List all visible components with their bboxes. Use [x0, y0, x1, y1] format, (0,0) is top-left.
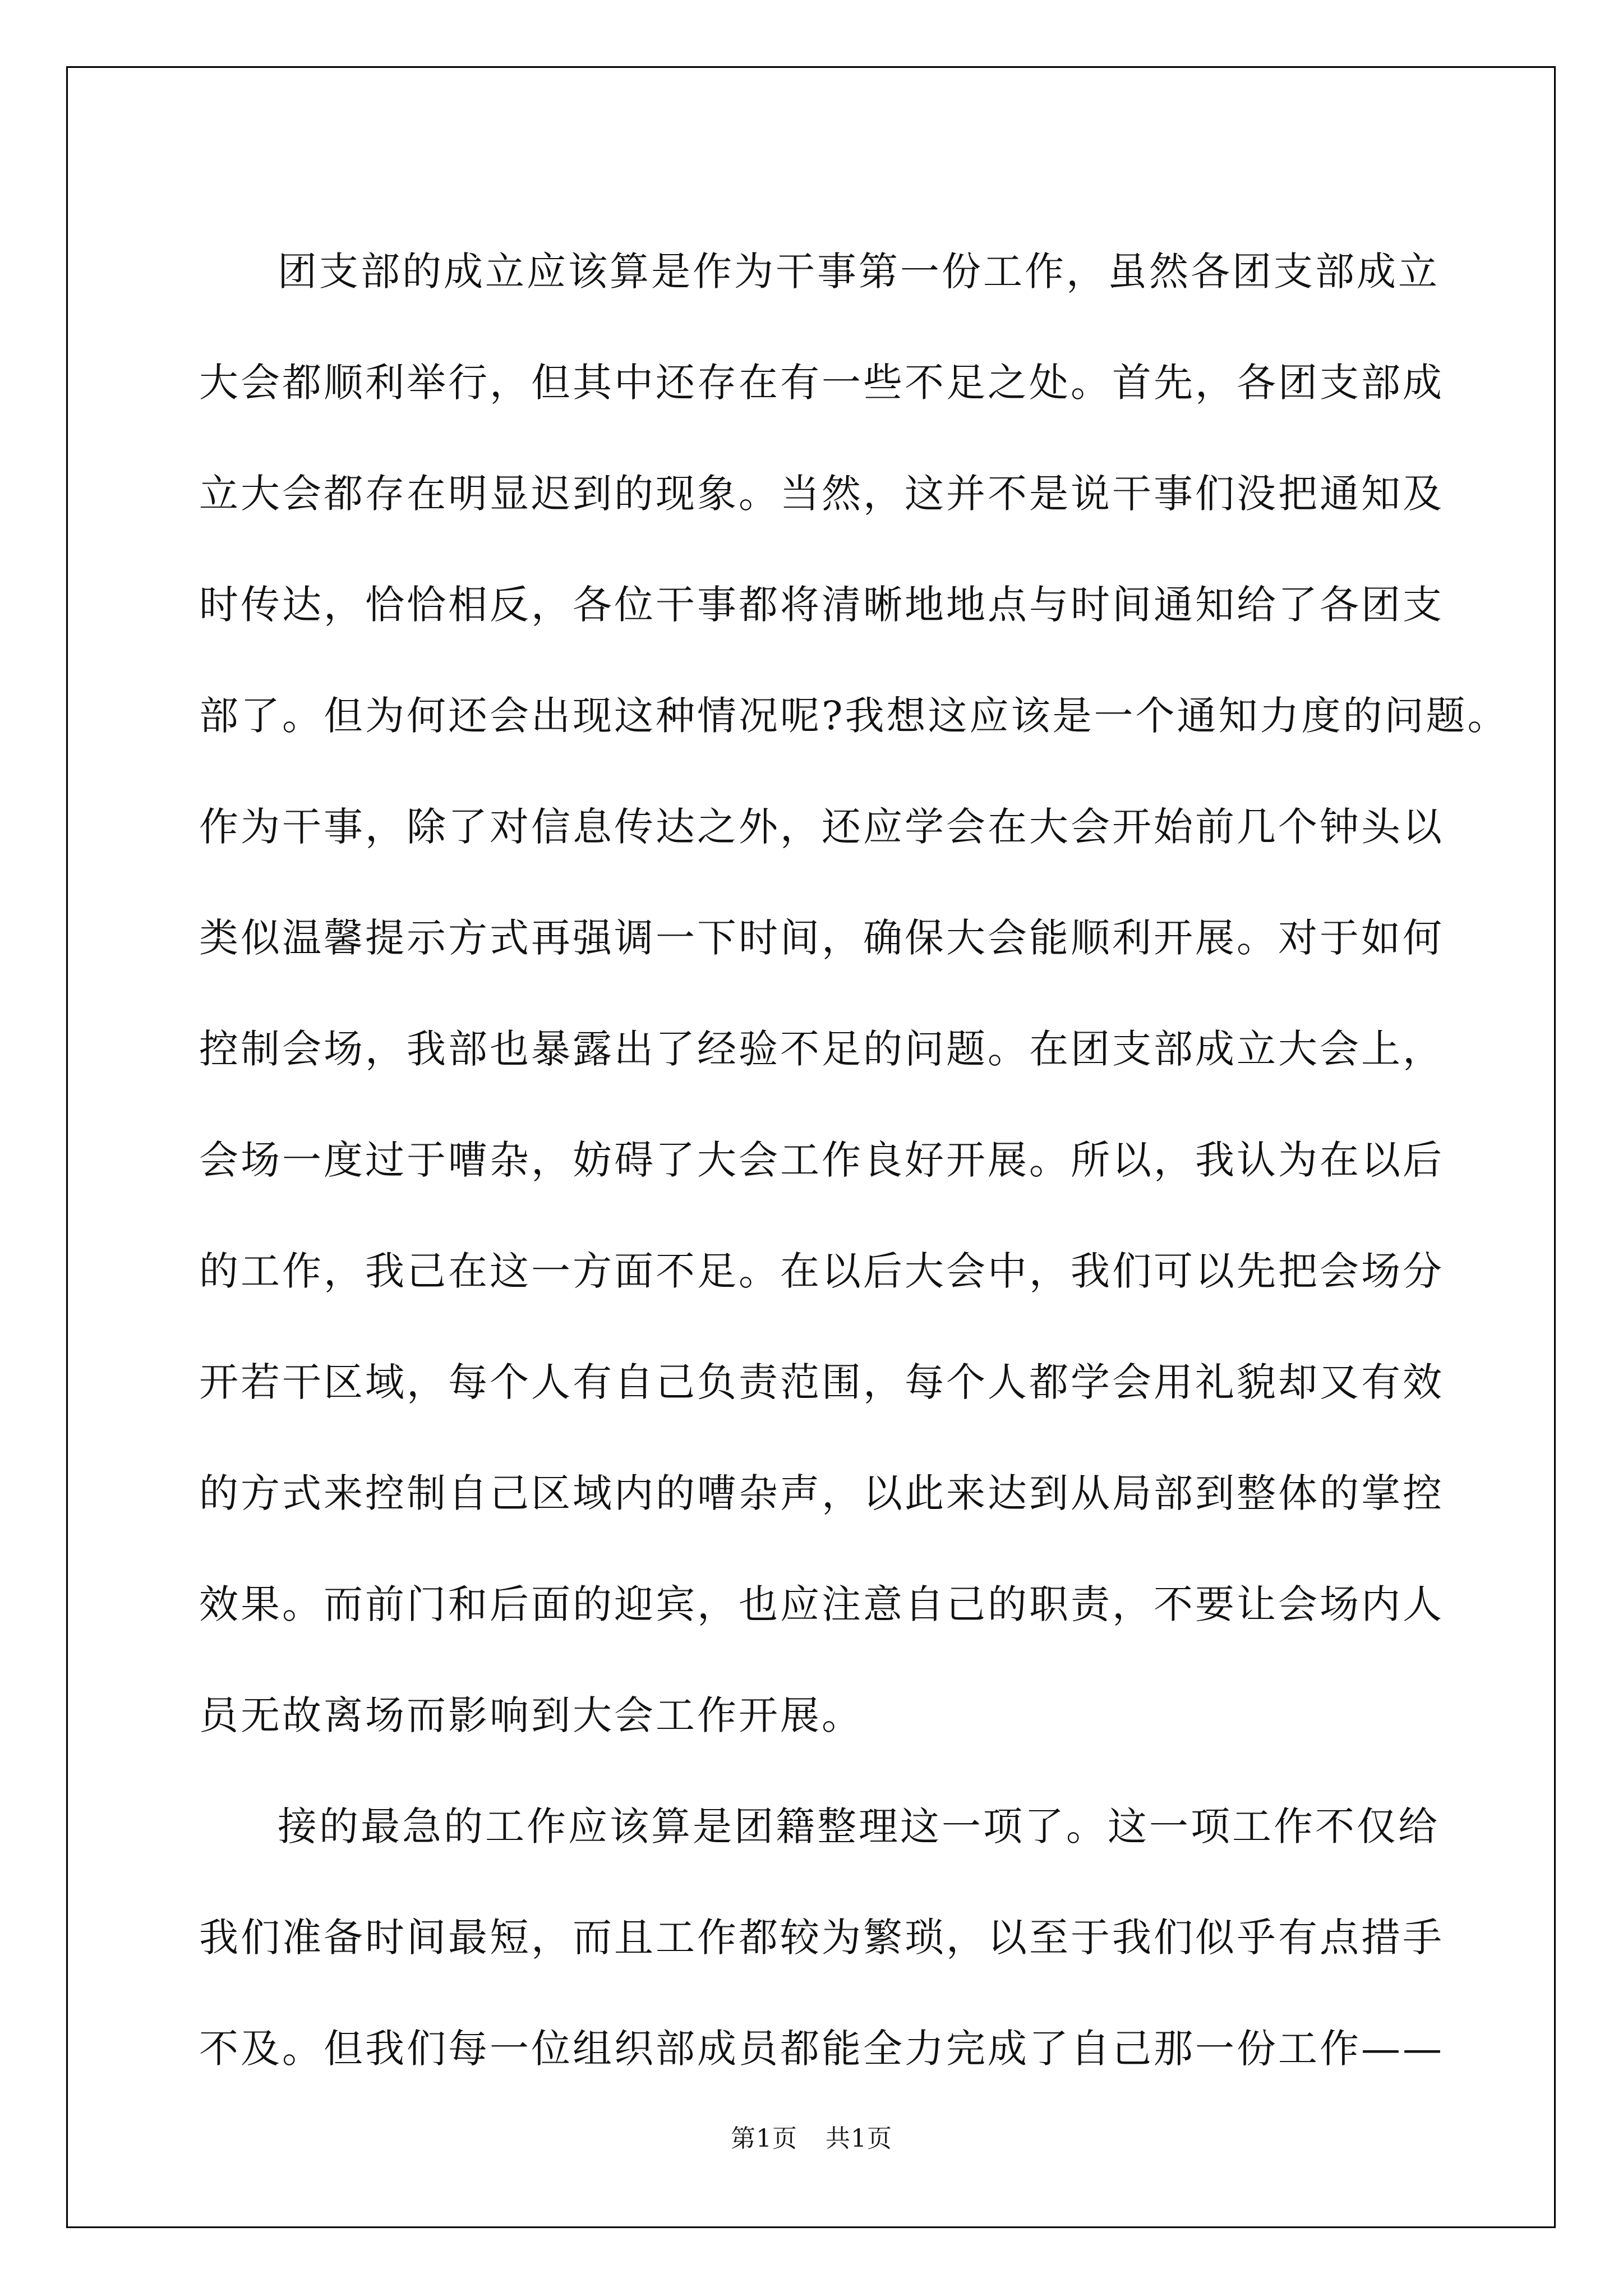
text-line: 团支部的成立应该算是作为干事第一份工作，虽然各团支部成立 — [278, 249, 1440, 295]
text-line: 作为干事，除了对信息传达之外，还应学会在大会开始前几个钟头以 — [199, 804, 1444, 850]
page-number-current: 第1页 — [731, 2124, 797, 2153]
text-line: 类似温馨提示方式再强调一下时间，确保大会能顺利开展。对于如何 — [199, 915, 1444, 961]
text-line: 的方式来控制自己区域内的嘈杂声，以此来达到从局部到整体的掌控 — [199, 1470, 1444, 1516]
text-line: 不及。但我们每一位组织部成员都能全力完成了自己那一份工作—— — [199, 2026, 1444, 2072]
text-line: 控制会场，我部也暴露出了经验不足的问题。在团支部成立大会上， — [199, 1026, 1444, 1072]
text-line: 大会都顺利举行，但其中还存在有一些不足之处。首先，各团支部成 — [199, 360, 1444, 406]
page-footer — [0, 2118, 1623, 2154]
text-line: 开若干区域，每个人有自己负责范围，每个人都学会用礼貌却又有效 — [199, 1359, 1444, 1405]
text-line: 会场一度过于嘈杂，妨碍了大会工作良好开展。所以，我认为在以后 — [199, 1137, 1444, 1183]
document-body — [199, 216, 1509, 2104]
text-line: 接的最急的工作应该算是团籍整理这一项了。这一项工作不仅给 — [278, 1803, 1440, 1849]
text-line: 时传达，恰恰相反，各位干事都将清晰地地点与时间通知给了各团支 — [199, 582, 1444, 628]
text-line: 我们准备时间最短，而且工作都较为繁琐，以至于我们似乎有点措手 — [199, 1915, 1444, 1961]
text-line: 效果。而前门和后面的迎宾，也应注意自己的职责，不要让会场内人 — [199, 1581, 1444, 1627]
text-line: 的工作，我己在这一方面不足。在以后大会中，我们可以先把会场分 — [199, 1248, 1444, 1294]
text-line: 员无故离场而影响到大会工作开展。 — [199, 1692, 863, 1738]
text-line: 部了。但为何还会出现这种情况呢?我想这应该是一个通知力度的问题。 — [199, 693, 1509, 739]
text-line: 立大会都存在明显迟到的现象。当然，这并不是说干事们没把通知及 — [199, 471, 1444, 517]
page-number-total: 共1页 — [826, 2124, 892, 2153]
